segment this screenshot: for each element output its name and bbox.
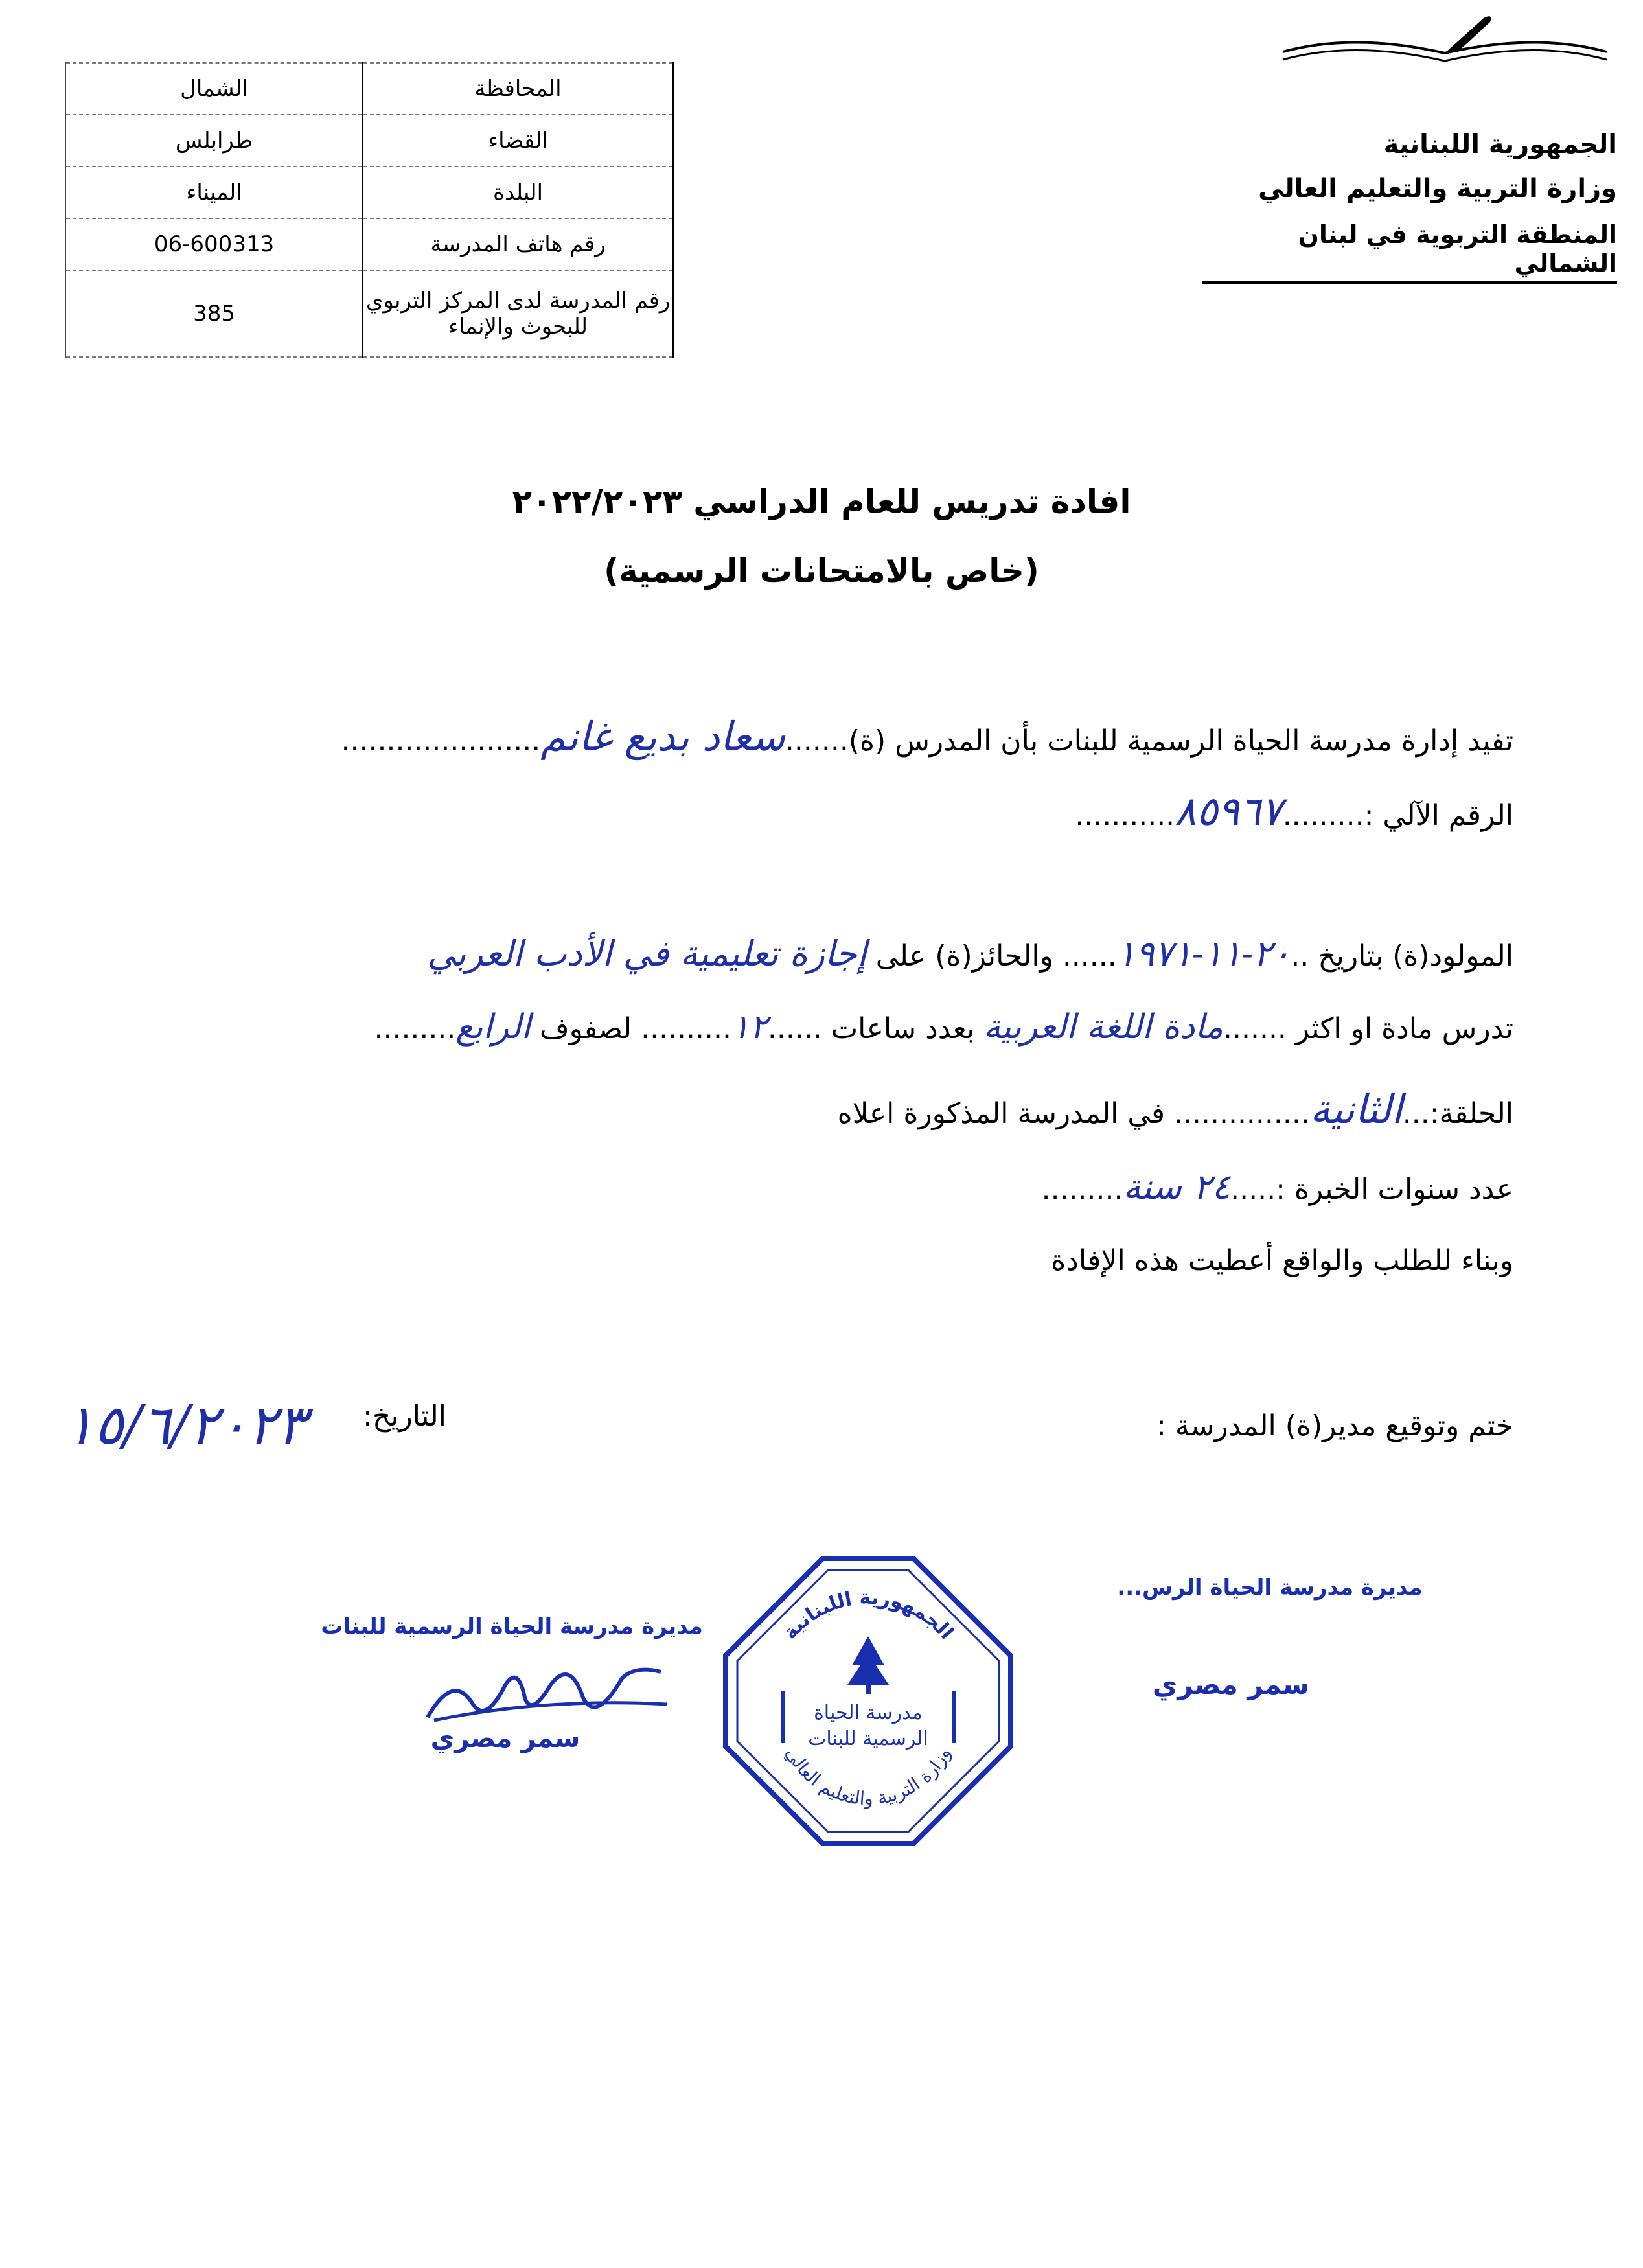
line-label: تفيد إدارة مدرسة الحياة الرسمية للبنات بأن المدرس (ة) (848, 724, 1513, 758)
svg-text:الجمهورية اللبنانية (779, 1586, 958, 1644)
info-value: الميناء (65, 167, 363, 218)
document-title: افادة تدريس للعام الدراسي ٢٠٢٢/٢٠٢٣ (512, 483, 1131, 520)
principal-title-left: مديرة مدرسة الحياة الرسمية للبنات (321, 1614, 703, 1639)
line-cycle: الحلقة:...الثانية............... في المدرسة المذكورة اعلاه (837, 1085, 1513, 1133)
date-label: التاريخ: (363, 1400, 447, 1433)
info-value: الشمال (65, 63, 363, 115)
school-info-table (65, 62, 674, 358)
line-label: والحائز(ة) على (875, 940, 1053, 973)
info-value: 06-600313 (65, 218, 363, 270)
table-row (65, 63, 673, 115)
stamp-top-text: الجمهورية اللبنانية (778, 1586, 958, 1645)
principal-title-right: مديرة مدرسة الحياة الرس... (1117, 1575, 1423, 1601)
table-row (65, 218, 673, 270)
info-label: رقم هاتف المدرسة (363, 218, 673, 270)
line-employee-number: الرقم الآلي :.........٨٥٩٦٧........... (1075, 787, 1513, 835)
info-value: 385 (65, 270, 363, 357)
experience: ٢٤ سنة (1123, 1166, 1231, 1207)
republic-heading: الجمهورية اللبنانية (1383, 130, 1617, 159)
grades: الرابع (455, 1008, 531, 1047)
line-closing: وبناء للطلب والواقع أعطيت هذه الإفادة (1051, 1244, 1513, 1277)
degree: إجازة تعليمية في الأدب العربي (427, 933, 867, 974)
birth-date: ٢٠-١١-١٩٧١ (1116, 933, 1291, 974)
line-label: المولود(ة) بتاريخ (1318, 940, 1513, 973)
line-birth-degree: المولود(ة) بتاريخ ..٢٠-١١-١٩٧١...... والحائز(ة) على إجازة تعليمية في الأدب العربي (427, 933, 1513, 974)
line-label: لصفوف (539, 1012, 632, 1045)
line-experience: عدد سنوات الخبرة :.....٢٤ سنة......... (1041, 1166, 1513, 1207)
info-label: البلدة (363, 167, 673, 218)
subject: مادة اللغة العربية (983, 1008, 1224, 1047)
line-label: عدد سنوات الخبرة : (1276, 1173, 1513, 1206)
cedar-icon (847, 1636, 889, 1685)
principal-name-left: سمر مصري (430, 1724, 580, 1753)
stamp-center-line1: مدرسة الحياة (814, 1702, 923, 1724)
line-label: بعدد ساعات (831, 1012, 975, 1045)
region-heading: المنطقة التربوية في لبنان الشمالي (1202, 220, 1617, 284)
ministry-heading: وزارة التربية والتعليم العالي (1258, 174, 1617, 203)
stamp-center-line2: الرسمية للبنات (808, 1728, 928, 1750)
line-label: تدرس مادة او اكثر (1295, 1012, 1513, 1045)
employee-number: ٨٥٩٦٧ (1175, 787, 1283, 835)
principal-name-right: سمر مصري (1152, 1669, 1310, 1700)
info-label: القضاء (363, 115, 673, 167)
document-subtitle: (خاص بالامتحانات الرسمية) (604, 552, 1039, 590)
stamp-bottom-text: وزارة التربية والتعليم العالي (781, 1743, 955, 1810)
info-value: طرابلس (65, 115, 363, 167)
line-subject: تدرس مادة او اكثر .......مادة اللغة العربية بعدد ساعات ......١٢.......... لصفوف الرابع......... (374, 1008, 1513, 1047)
school-stamp-icon (719, 1552, 1017, 1850)
teacher-name: سعاد بديع غانم (540, 713, 785, 760)
line-label: الرقم الآلي : (1364, 799, 1513, 832)
hours: ١٢ (731, 1008, 768, 1047)
table-row (65, 115, 673, 167)
table-row (65, 167, 673, 218)
line-label: الحلقة: (1429, 1097, 1513, 1130)
stamp-signature-label: ختم وتوقيع مدير(ة) المدرسة : (1156, 1409, 1513, 1442)
info-label: رقم المدرسة لدى المركز التربوي للبحوث والإنماء (363, 270, 673, 357)
cycle: الثانية (1309, 1085, 1403, 1133)
line-teacher: تفيد إدارة مدرسة الحياة الرسمية للبنات بأن المدرس (ة).......سعاد بديع غانم...................... (341, 713, 1513, 760)
info-label: المحافظة (363, 63, 673, 115)
svg-text:وزارة التربية والتعليم العالي (781, 1744, 955, 1809)
table-row (65, 270, 673, 357)
ministry-book-logo-icon (1270, 13, 1620, 65)
date-value: ١٥/٦/٢٠٢٣ (65, 1393, 306, 1457)
line-label: في المدرسة المذكورة اعلاه (837, 1097, 1166, 1130)
